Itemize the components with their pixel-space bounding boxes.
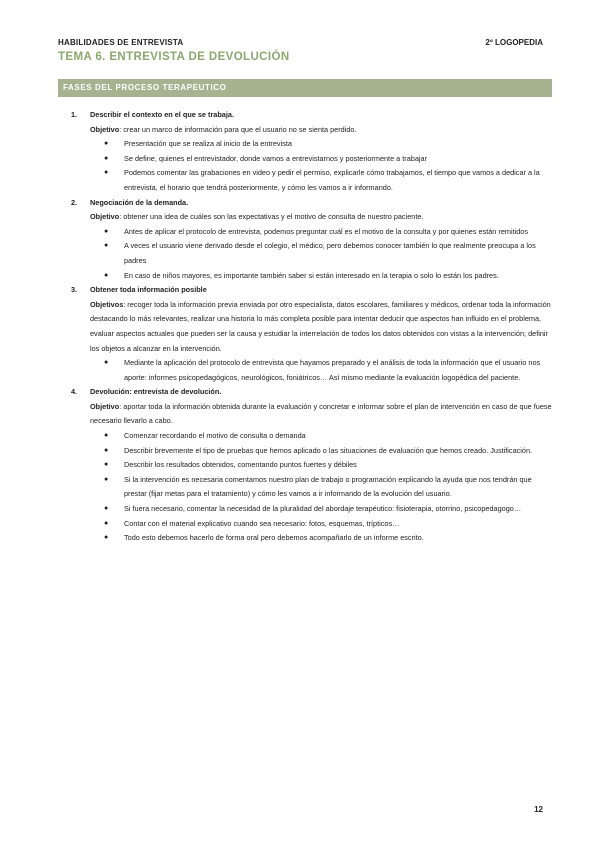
process-step (58, 283, 552, 385)
bullet-item (90, 239, 552, 268)
step-objective (90, 210, 552, 225)
objective-label: Objetivos (90, 299, 124, 309)
bullet-dot-icon: ● (104, 534, 109, 542)
bullet-item (90, 517, 552, 532)
bullet-text: Si fuera necesario, comentar la necesidad de la pluralidad del abordaje terapéutico: fisioterapia, otorrino, psicopedagogo… (124, 504, 522, 514)
objective-text: : recoger toda la información previa enviada por otro especialista, datos escolares, familiares y médicos, ordenar toda la información destacando lo más relevantes, realizar una historia lo más completa posible para intentar deducir que aspectos han influido en el problema, evaluar aspectos actuales que pueden ser la causa y estudiar la interrelación de todos los datos obtenidos con vistas a la intervención; definir los objetos a alcanzar en la intervención. (90, 299, 551, 353)
objective-label: Objetivo (90, 212, 120, 222)
bullet-item (90, 356, 552, 385)
bullet-item (90, 166, 552, 195)
bullet-dot-icon: ● (104, 271, 109, 279)
bullet-item (90, 137, 552, 152)
bullet-text: Mediante la aplicación del protocolo de entrevista que hayamos preparado y el análisis de toda la información que el usuario nos aporte: informes psicopedagógicos, neurológicos, foniátricos… Así mismo mediante la evaluación logopédica del paciente. (124, 358, 541, 382)
step-title: Describir el contexto en el que se trabaja. (90, 110, 234, 119)
step-number: 1. (71, 110, 78, 119)
section-heading-bar (58, 79, 552, 97)
bullet-dot-icon: ● (104, 519, 109, 527)
objective-label: Objetivo (90, 124, 120, 134)
process-step (58, 385, 552, 546)
step-title: Obtener toda información posible (90, 285, 207, 295)
bullet-text: Contar con el material explicativo cuando sea necesario: fotos, esquemas, trípticos… (124, 518, 400, 528)
step-objective (90, 298, 552, 356)
step-title: Negociación de la demanda. (90, 197, 189, 207)
bullet-dot-icon: ● (104, 169, 109, 177)
step-objective (90, 400, 552, 429)
bullet-text: Se define, quienes el entrevistador, donde vamos a entrevistarnos y posteriormente a trabajar (124, 153, 427, 163)
step-bullet-list (90, 429, 552, 546)
bullet-item (90, 152, 552, 167)
section-heading: FASES DEL PROCESO TERAPEUTICO (63, 83, 227, 92)
bullet-dot-icon: ● (104, 432, 109, 440)
step-number: 4. (71, 387, 78, 397)
step-bullet-list (90, 137, 552, 195)
bullet-item (90, 473, 552, 502)
bullet-dot-icon: ● (104, 475, 109, 483)
bullet-dot-icon: ● (104, 242, 109, 250)
bullet-dot-icon: ● (104, 446, 109, 454)
process-step (58, 108, 552, 196)
bullet-text: Todo esto debemos hacerlo de forma oral pero debemos acompañarlo de un informe escrito. (124, 533, 424, 543)
document-title: TEMA 6. ENTREVISTA DE DEVOLUCIÓN (58, 51, 290, 63)
bullet-text: Antes de aplicar el protocolo de entrevista, podemos preguntar cuál es el motivo de la consulta y por quienes están remitidos (124, 226, 528, 236)
bullet-item (90, 429, 552, 444)
process-steps-list (58, 108, 552, 546)
bullet-text: Comenzar recordando el motivo de consulta o demanda (124, 431, 306, 441)
document-body (58, 108, 552, 546)
bullet-item (90, 444, 552, 459)
objective-text: : crear un marco de información para que el usuario no se sienta perdido. (119, 124, 357, 134)
bullet-text: Si la intervención es necesaria comentamos nuestro plan de trabajo o programación explicando la ayuda que nos tendrán que prestar (fijar metas para el tratamiento) y cómo les vamos a ir informando de la evolución del usuario. (124, 474, 532, 499)
process-step (58, 196, 552, 284)
bullet-text: En caso de niños mayores, es importante también saber si están interesado en la terapia o solo lo están los padres. (124, 270, 499, 280)
bullet-dot-icon: ● (104, 505, 109, 513)
bullet-item (90, 502, 552, 517)
objective-label: Objetivo (90, 401, 120, 411)
bullet-item (90, 269, 552, 284)
step-bullet-list (90, 356, 552, 385)
bullet-item (90, 225, 552, 240)
document-degree-header: 2º LOGOPEDIA (485, 38, 543, 47)
bullet-dot-icon: ● (104, 227, 109, 235)
bullet-dot-icon: ● (104, 140, 109, 148)
bullet-item (90, 531, 552, 546)
step-title: Devolución: entrevista de devolución. (90, 387, 222, 397)
bullet-dot-icon: ● (104, 359, 109, 367)
bullet-text: Describir brevemente el tipo de pruebas que hemos aplicado o las situaciones de evaluación que hemos creado. Justificación. (124, 445, 533, 455)
step-objective (90, 123, 552, 138)
page-number: 12 (534, 805, 543, 814)
bullet-item (90, 458, 552, 473)
bullet-text: Describir los resultados obtenidos, comentando puntos fuertes y débiles (124, 460, 357, 470)
objective-text: : aportar toda la información obtenida durante la evaluación y concretar e informar sobre el plan de intervención en caso de que fuese necesario llevarlo a cabo. (90, 401, 552, 426)
document-course-header: HABILIDADES DE ENTREVISTA (58, 38, 184, 47)
bullet-text: Presentación que se realiza al inicio de la entrevista (124, 139, 292, 149)
step-number: 3. (71, 285, 78, 295)
bullet-dot-icon: ● (104, 154, 109, 162)
bullet-dot-icon: ● (104, 461, 109, 469)
bullet-text: A veces el usuario viene derivado desde el colegio, el médico, pero debemos conocer también lo que realmente preocupa a los padres (124, 241, 536, 265)
step-bullet-list (90, 225, 552, 283)
objective-text: : obtener una idea de cuáles son las expectativas y el motivo de consulta de nuestro paciente. (119, 212, 424, 222)
bullet-text: Podemos comentar las grabaciones en video y pedir el permiso, explicarle cómo trabajamos, el tiempo que vamos a dedicar a la entrevista, el horario que tendrá posteriormente, y cómo les vamos a ir informando. (124, 168, 540, 192)
step-number: 2. (71, 197, 78, 207)
